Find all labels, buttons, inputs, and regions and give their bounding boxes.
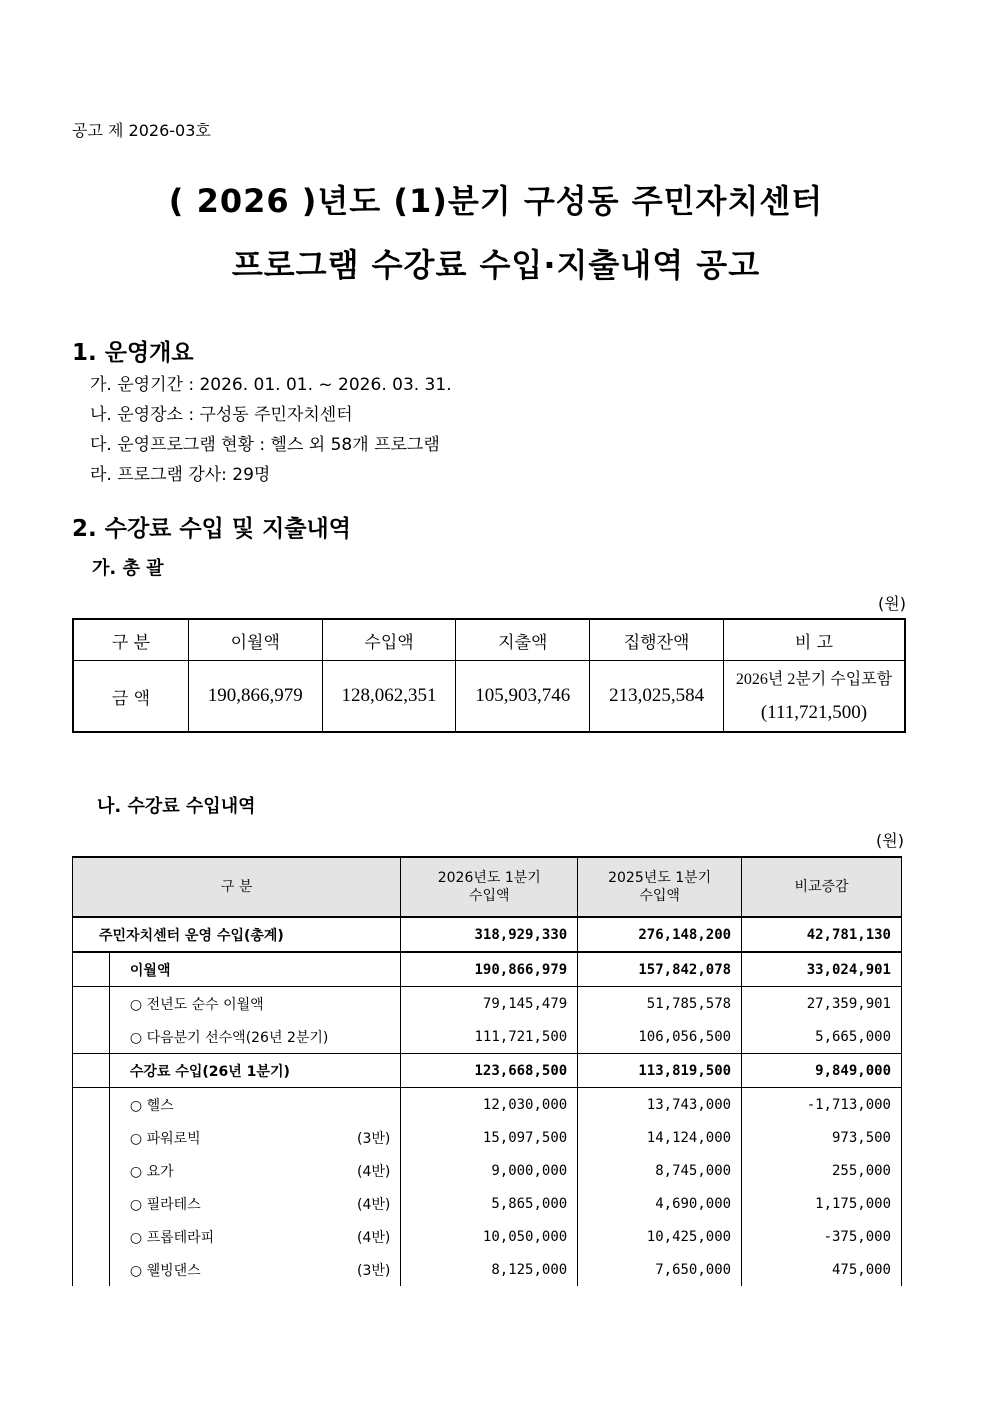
detail-total-2026: 318,929,330: [401, 917, 578, 952]
detail-fee-2025: 113,819,500: [578, 1054, 742, 1088]
overview-instructors: 라. 프로그램 강사: 29명: [90, 465, 271, 485]
program-name: ○ 파워로빅: [129, 1130, 201, 1147]
detail-item-2026: 79,145,479: [401, 987, 578, 1021]
detail-total-label: 주민자치센터 운영 수입(총계): [73, 917, 401, 952]
detail-header-2025-line2: 수입액: [639, 888, 680, 904]
page-title: ( 2026 )년도 (1)분기 구성동 주민자치센터: [168, 182, 824, 220]
detail-header-diff: 비교증감: [742, 857, 902, 917]
summary-header-carryover: 이월액: [188, 619, 322, 661]
class-count: (4반): [357, 1229, 391, 1246]
overview-place: 나. 운영장소 : 구성동 주민자치센터: [90, 405, 353, 425]
program-name: ○ 헬스: [129, 1097, 174, 1114]
table-row: [73, 1154, 902, 1187]
detail-header-2026-line1: 2026년도 1분기: [437, 870, 541, 886]
summary-header-income: 수입액: [322, 619, 456, 661]
class-count: (3반): [357, 1262, 391, 1279]
detail-item-label: [109, 1121, 400, 1154]
table-row: [73, 1088, 902, 1122]
detail-item-label: [109, 1187, 400, 1220]
detail-item-2026: 10,050,000: [401, 1220, 578, 1253]
income-subheading: 나. 수강료 수입내역: [97, 796, 256, 817]
detail-item-diff: 27,359,901: [742, 987, 902, 1021]
detail-carry-label: 이월액: [129, 962, 171, 979]
program-name: ○ 웰빙댄스: [129, 1262, 201, 1279]
detail-carry-diff: 33,024,901: [742, 952, 902, 987]
program-name: ○ 프롭테라피: [129, 1229, 215, 1246]
detail-item-diff: -375,000: [742, 1220, 902, 1253]
page-subtitle: 프로그램 수강료 수입·지출내역 공고: [231, 246, 761, 284]
detail-header-2025: [578, 857, 742, 917]
summary-income-value: 128,062,351: [322, 661, 456, 733]
summary-note-line2: (111,721,500): [760, 702, 868, 723]
detail-carry-2025: 157,842,078: [578, 952, 742, 987]
table-row: [73, 1253, 902, 1286]
detail-fee-label: 수강료 수입(26년 1분기): [109, 1054, 400, 1088]
detail-item-diff: 973,500: [742, 1121, 902, 1154]
detail-item-diff: 5,665,000: [742, 1020, 902, 1054]
detail-header-category: 구 분: [73, 857, 401, 917]
detail-item-2025: 4,690,000: [578, 1187, 742, 1220]
summary-expense-value: 105,903,746: [456, 661, 590, 733]
detail-item-label: ○ 전년도 순수 이월액: [109, 987, 400, 1021]
detail-item-2025: 106,056,500: [578, 1020, 742, 1054]
summary-note-line1: 2026년 2분기 수입포함: [735, 671, 893, 688]
summary-amount-row: [73, 661, 905, 733]
overview-programs: 다. 운영프로그램 현황 : 헬스 외 58개 프로그램: [90, 435, 440, 455]
detail-item-diff: 1,175,000: [742, 1187, 902, 1220]
detail-header-2026-line2: 수입액: [468, 888, 510, 904]
class-count: (4반): [357, 1196, 391, 1213]
table-row: [73, 1187, 902, 1220]
table-row: [73, 1220, 902, 1253]
detail-item-2025: 8,745,000: [578, 1154, 742, 1187]
detail-item-2026: 111,721,500: [401, 1020, 578, 1054]
detail-item-label: [109, 1088, 400, 1122]
detail-item-diff: -1,713,000: [742, 1088, 902, 1122]
detail-item-label: [109, 1154, 400, 1187]
detail-item-2025: 13,743,000: [578, 1088, 742, 1122]
table-row: [73, 1020, 902, 1054]
program-name: ○ 요가: [129, 1163, 174, 1180]
detail-fee-diff: 9,849,000: [742, 1054, 902, 1088]
detail-item-label: [109, 1220, 400, 1253]
detail-item-2025: 7,650,000: [578, 1253, 742, 1286]
detail-header-2025-line1: 2025년도 1분기: [608, 870, 712, 886]
income-unit: (원): [876, 831, 904, 850]
summary-subheading: 가. 총 괄: [92, 558, 164, 579]
summary-header-category: 구 분: [73, 619, 188, 661]
detail-item-2026: 9,000,000: [401, 1154, 578, 1187]
program-name: ○ 필라테스: [129, 1196, 201, 1213]
summary-unit: (원): [878, 594, 906, 613]
class-count: (3반): [357, 1130, 391, 1147]
table-row: [73, 987, 902, 1021]
detail-item-label: [109, 1253, 400, 1286]
section1-heading: 1. 운영개요: [72, 340, 194, 366]
detail-item-2025: 51,785,578: [578, 987, 742, 1021]
detail-total-diff: 42,781,130: [742, 917, 902, 952]
summary-note: [723, 661, 905, 733]
summary-balance-value: 213,025,584: [590, 661, 724, 733]
detail-item-diff: 255,000: [742, 1154, 902, 1187]
detail-item-diff: 475,000: [742, 1253, 902, 1286]
detail-item-2026: 8,125,000: [401, 1253, 578, 1286]
detail-item-label: ○ 다음분기 선수액(26년 2분기): [129, 1029, 329, 1046]
detail-carry-2026: 190,866,979: [401, 952, 578, 987]
detail-item-2025: 10,425,000: [578, 1220, 742, 1253]
summary-carryover-value: 190,866,979: [188, 661, 322, 733]
overview-period: 가. 운영기간 : 2026. 01. 01. ~ 2026. 03. 31.: [90, 375, 452, 395]
summary-header-note: 비 고: [723, 619, 905, 661]
detail-item-2026: 15,097,500: [401, 1121, 578, 1154]
detail-item-2026: 12,030,000: [401, 1088, 578, 1122]
detail-carry-row: [73, 952, 902, 987]
detail-fee-row: [73, 1054, 902, 1088]
detail-header-2026: [401, 857, 578, 917]
detail-item-2026: 5,865,000: [401, 1187, 578, 1220]
summary-header-expense: 지출액: [456, 619, 590, 661]
detail-item-2025: 14,124,000: [578, 1121, 742, 1154]
table-row: [73, 1121, 902, 1154]
notice-number: 공고 제 2026-03호: [72, 121, 211, 140]
detail-header-row: [73, 857, 902, 917]
detail-total-2025: 276,148,200: [578, 917, 742, 952]
detail-total-row: [73, 917, 902, 952]
section2-heading: 2. 수강료 수입 및 지출내역: [72, 516, 351, 542]
summary-row-label: 금 액: [73, 661, 188, 733]
summary-header-row: [73, 619, 905, 661]
summary-table: [72, 618, 906, 733]
detail-fee-2026: 123,668,500: [401, 1054, 578, 1088]
class-count: (4반): [357, 1163, 391, 1180]
summary-header-balance: 집행잔액: [590, 619, 724, 661]
income-detail-table: [72, 856, 902, 1286]
